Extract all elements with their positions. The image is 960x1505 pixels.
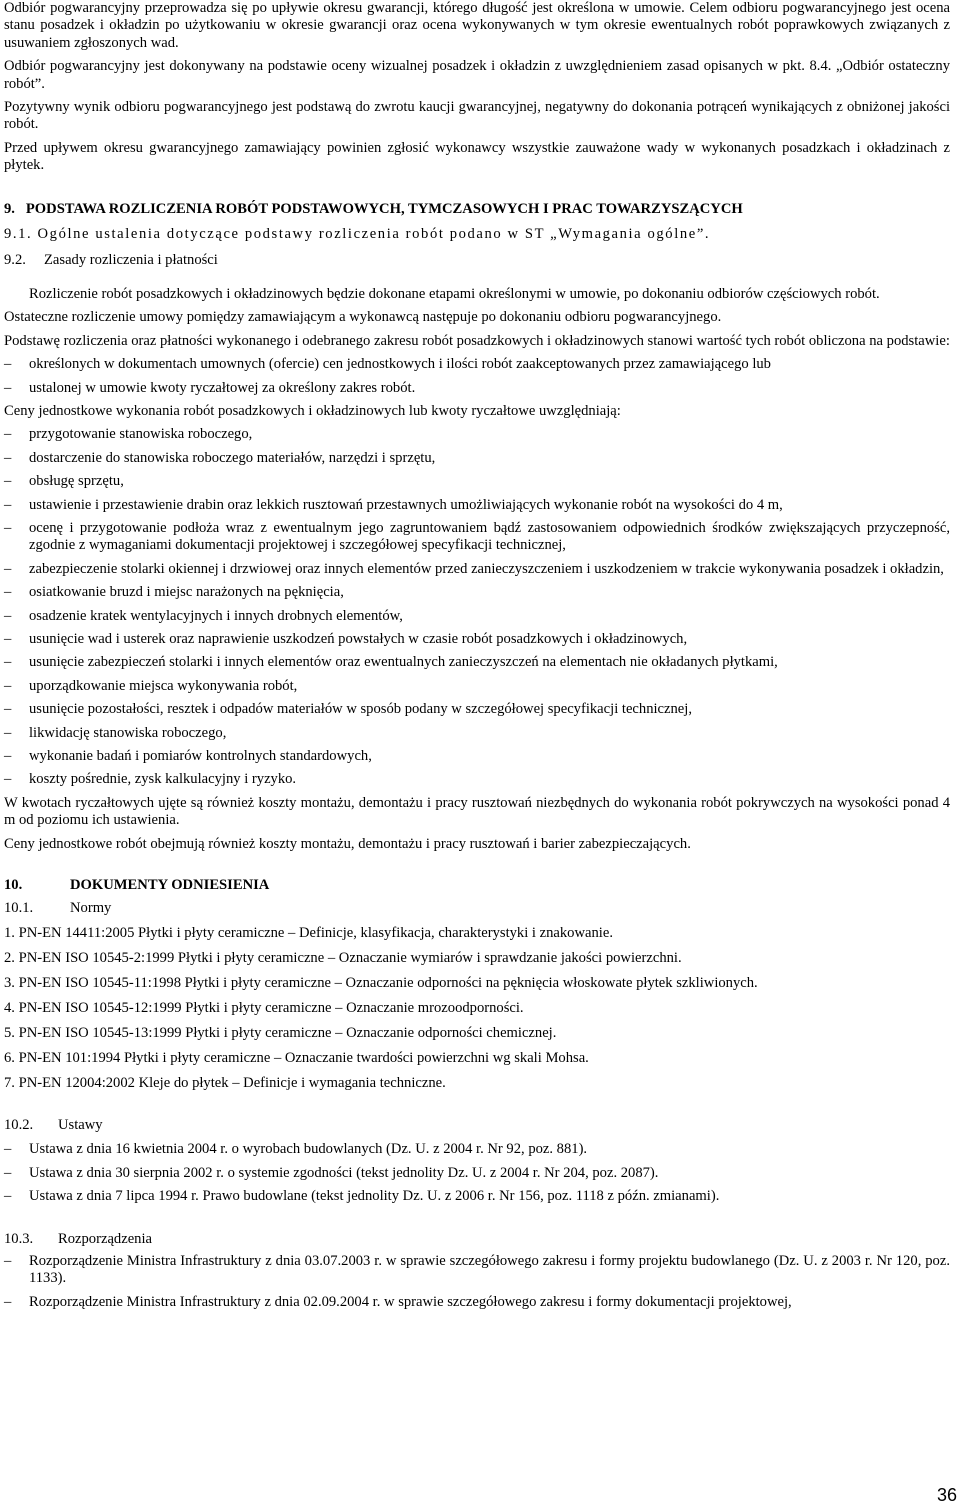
dash-bullet: – — [4, 1164, 12, 1181]
list-item-text: Ustawa z dnia 7 lipca 1994 r. Prawo budowlane (tekst jednolity Dz. U. z 2006 r. Nr 156, poz. 1118 z późn. zmianami). — [29, 1188, 720, 1205]
subsection-number: 9.2. — [4, 252, 26, 269]
subsection-title: Ustawy — [58, 1116, 103, 1133]
list-item — [4, 1165, 950, 1182]
list-item-text: dostarczenie do stanowiska roboczego materiałów, narzędzi i sprzętu, — [29, 449, 436, 466]
list-item — [4, 1141, 950, 1158]
includes-list — [4, 426, 950, 789]
settlement-paragraph: Rozliczenie robót posadzkowych i okładzinowych będzie dokonane etapami określonymi w umowie, po dokonaniu odbiorów częściowych robót. — [29, 285, 880, 302]
subsection-10-3-heading — [4, 1231, 950, 1248]
dash-bullet: – — [4, 630, 12, 647]
subsection-title: Rozporządzenia — [58, 1231, 152, 1248]
dash-bullet: – — [4, 1293, 12, 1310]
dash-bullet: – — [4, 1252, 12, 1269]
norm-item: 5. PN-EN ISO 10545-13:1999 Płytki i płyty ceramiczne – Oznaczanie odporności chemicznej. — [4, 1025, 557, 1042]
subsection-10-2-heading — [4, 1117, 950, 1134]
basis-list — [4, 356, 950, 397]
list-item — [4, 678, 950, 695]
subsection-title: Normy — [70, 900, 112, 917]
list-item — [4, 608, 950, 625]
dash-bullet: – — [4, 519, 12, 536]
norm-item: 1. PN-EN 14411:2005 Płytki i płyty ceramiczne – Definicje, klasyfikacja, charakterystyki i znakowanie. — [4, 924, 613, 941]
list-item-text: Rozporządzenie Ministra Infrastruktury z dnia 03.07.2003 r. w sprawie szczegółowego zakresu i formy projektu budowlanego (Dz. U. z 2003 r. Nr 120, poz. 1133). — [29, 1252, 950, 1287]
norm-item: 3. PN-EN ISO 10545-11:1998 Płytki i płyty ceramiczne – Oznaczanie odporności na pęknięcia włoskowate płytek szkliwionych. — [4, 975, 758, 992]
list-item — [4, 1188, 950, 1205]
list-item — [4, 771, 950, 788]
subsection-title: Zasady rozliczenia i płatności — [44, 252, 218, 269]
section-10-heading — [4, 877, 950, 894]
subsection-9-1: 9.1. Ogólne ustalenia dotyczące podstawy rozliczenia robót podano w ST „Wymagania ogólne”. — [4, 226, 711, 243]
norm-item: 4. PN-EN ISO 10545-12:1999 Płytki i płyty ceramiczne – Oznaczanie mrozoodporności. — [4, 1000, 524, 1017]
subsection-10-1-heading — [4, 900, 950, 917]
list-item-text: wykonanie badań i pomiarów kontrolnych standardowych, — [29, 748, 372, 764]
intro-paragraph: Pozytywny wynik odbioru pogwarancyjnego jest podstawą do zwrotu kaucji gwarancyjnej, negatywny do dokonania potrąceń wynikających z obniżonej jakości robót. — [4, 99, 950, 133]
dash-bullet: – — [4, 771, 12, 788]
dash-bullet: – — [4, 701, 12, 718]
dash-bullet: – — [4, 356, 12, 373]
list-item-text: ustawienie i przestawienie drabin oraz lekkich rusztowań przestawnych umożliwiających wykonanie robót na wysokości do 4 m, — [29, 496, 783, 513]
subsection-number: 10.2. — [4, 1116, 34, 1133]
list-item — [4, 584, 950, 601]
list-item-text: określonych w dokumentach umownych (ofercie) cen jednostkowych i ilości robót zaakceptowanych przez zamawiającego lub — [29, 356, 771, 373]
list-item-text: osadzenie kratek wentylacyjnych i innych drobnych elementów, — [29, 607, 403, 624]
list-item — [4, 356, 950, 373]
list-item-text: usunięcie zabezpieczeń stolarki i innych elementów oraz ewentualnych zanieczyszczeń na elementach nie okładanych płytkami, — [29, 654, 778, 671]
list-item-text: ustalonej w umowie kwoty ryczałtowej za określony zakres robót. — [29, 379, 416, 396]
list-item-text: Ustawa z dnia 16 kwietnia 2004 r. o wyrobach budowlanych (Dz. U. z 2004 r. Nr 92, poz. 881). — [29, 1141, 588, 1158]
dash-bullet: – — [4, 607, 12, 624]
settlement-paragraph: Ceny jednostkowe wykonania robót posadzkowych i okładzinowych lub kwoty ryczałtowe uwzględniają: — [4, 402, 621, 419]
list-item — [4, 497, 950, 514]
norm-item: 6. PN-EN 101:1994 Płytki i płyty ceramiczne – Oznaczanie twardości powierzchni wg skali Mohsa. — [4, 1050, 589, 1067]
dash-bullet: – — [4, 584, 12, 601]
list-item — [4, 520, 950, 555]
list-item-text: usunięcie wad i usterek oraz naprawienie uszkodzeń powstałych w czasie robót posadzkowych i okładzinowych, — [29, 630, 688, 647]
settlement-paragraph: Ostateczne rozliczenie umowy pomiędzy zamawiającym a wykonawcą następuje po dokonaniu odbioru pogwarancyjnego. — [4, 309, 722, 326]
subsection-9-2-heading — [4, 252, 950, 269]
document-page — [4, 0, 950, 1317]
norm-item: 2. PN-EN ISO 10545-2:1999 Płytki i płyty ceramiczne – Oznaczanie wymiarów i sprawdzanie jakości powierzchni. — [4, 949, 682, 966]
dash-bullet: – — [4, 560, 12, 577]
list-item — [4, 561, 950, 578]
dash-bullet: – — [4, 449, 12, 466]
dash-bullet: – — [4, 379, 12, 396]
dash-bullet: – — [4, 748, 12, 764]
regulations-list — [4, 1253, 950, 1311]
intro-paragraph: Odbiór pogwarancyjny jest dokonywany na podstawie oceny wizualnej posadzek i okładzin z uwzględnieniem zasad opisanych w pkt. 8.4. „Odbiór ostateczny robót”. — [4, 58, 950, 92]
list-item-text: obsługę sprzętu, — [29, 473, 124, 490]
list-item-text: koszty pośrednie, zysk kalkulacyjny i ryzyko. — [29, 771, 297, 788]
section-number: 10. — [4, 877, 23, 894]
settlement-paragraph: W kwotach ryczałtowych ujęte są również koszty montażu, demontażu i pracy rusztowań niezbędnych do wykonania robót pokrywczych na wysokości ponad 4 m od poziomu ich ustawienia. — [4, 794, 950, 829]
list-item-text: przygotowanie stanowiska roboczego, — [29, 426, 253, 443]
dash-bullet: – — [4, 1188, 12, 1205]
settlement-paragraph: Podstawę rozliczenia oraz płatności wykonanego i odebranego zakresu robót posadzkowych i okładzinowych stanowi wartość tych robót obliczona na podstawie: — [4, 332, 950, 349]
dash-bullet: – — [4, 724, 12, 741]
dash-bullet: – — [4, 654, 12, 671]
list-item — [4, 473, 950, 490]
dash-bullet: – — [4, 677, 12, 694]
page-number: 36 — [936, 1484, 957, 1505]
list-item-text: Ustawa z dnia 30 sierpnia 2002 r. o systemie zgodności (tekst jednolity Dz. U. z 2004 r. Nr 204, poz. 2087). — [29, 1164, 659, 1181]
norm-item: 7. PN-EN 12004:2002 Kleje do płytek – Definicje i wymagania techniczne. — [4, 1075, 446, 1092]
list-item-text: Rozporządzenie Ministra Infrastruktury z dnia 02.09.2004 r. w sprawie szczegółowego zakresu i formy dokumentacji projektowej, — [29, 1293, 792, 1310]
list-item — [4, 748, 950, 765]
section-9-heading: 9. PODSTAWA ROZLICZENIA ROBÓT PODSTAWOWYCH, TYMCZASOWYCH I PRAC TOWARZYSZĄCYCH — [4, 200, 743, 217]
list-item — [4, 380, 950, 397]
list-item — [4, 450, 950, 467]
intro-paragraph: Przed upływem okresu gwarancyjnego zamawiający powinien zgłosić wykonawcy wszystkie zauważone wady w wykonanych posadzkach i okładzinach z płytek. — [4, 139, 950, 174]
dash-bullet: – — [4, 496, 12, 513]
intro-paragraph: Odbiór pogwarancyjny przeprowadza się po upływie okresu gwarancji, którego długość jest określona w umowie. Celem odbioru pogwarancyjnego jest ocena stanu posadzek i okładzin po użytkowaniu w okresie gwarancji oraz ocena wykonywanych w tym okresie ewentualnych robót poprawkowych związanych z usuwaniem zgłoszonych wad. — [4, 0, 950, 51]
intro-section — [4, 0, 950, 175]
section-title: DOKUMENTY ODNIESIENIA — [70, 877, 270, 894]
list-item-text: usunięcie pozostałości, resztek i odpadów materiałów w sposób podany w szczegółowej specyfikacji technicznej, — [29, 701, 692, 718]
settlement-paragraph: Ceny jednostkowe robót obejmują również koszty montażu, demontażu i pracy rusztowań i barier zabezpieczających. — [4, 835, 691, 852]
list-item — [4, 654, 950, 671]
list-item-text: zabezpieczenie stolarki okiennej i drzwiowej oraz innych elementów przed zanieczyszczeniem i uszkodzeniem w trakcie wykonywania posadzek i okładzin, — [29, 560, 944, 577]
list-item — [4, 701, 950, 718]
acts-list — [4, 1141, 950, 1205]
list-item — [4, 426, 950, 443]
list-item-text: osiatkowanie bruzd i miejsc narażonych na pęknięcia, — [29, 584, 344, 601]
list-item — [4, 1294, 950, 1311]
subsection-number: 10.3. — [4, 1231, 34, 1248]
norms-list — [4, 925, 950, 1093]
list-item-text: likwidację stanowiska roboczego, — [29, 724, 227, 741]
list-item-text: ocenę i przygotowanie podłoża wraz z ewentualnym jego zagruntowaniem bądź zastosowaniem odpowiednich środków zwiększających przyczepność, zgodnie z wymaganiami dokumentacji projektowej i szczegółowej specyfikacji technicznej, — [29, 519, 950, 554]
list-item — [4, 1253, 950, 1288]
dash-bullet: – — [4, 426, 12, 443]
subsection-number: 10.1. — [4, 900, 34, 917]
list-item — [4, 725, 950, 742]
dash-bullet: – — [4, 1141, 12, 1158]
list-item-text: uporządkowanie miejsca wykonywania robót, — [29, 677, 298, 694]
dash-bullet: – — [4, 473, 12, 490]
list-item — [4, 631, 950, 648]
